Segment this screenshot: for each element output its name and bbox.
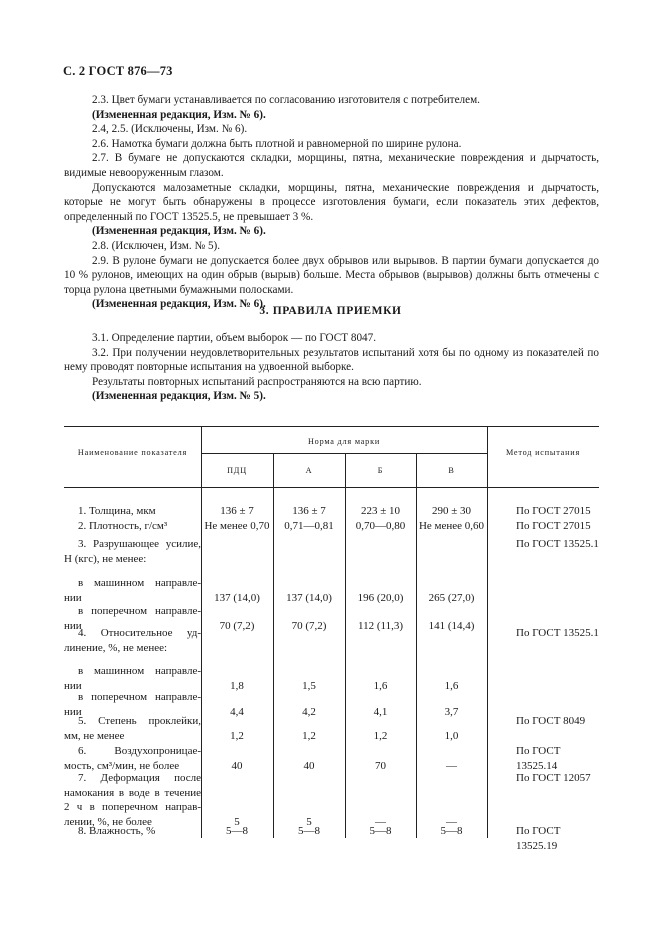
- row-value-mark-pdc: 1,2: [230, 729, 244, 742]
- row-value-mark-b: 5—8: [369, 825, 392, 837]
- header-bottom-rule: [64, 487, 599, 488]
- header-mark-b: Б: [377, 466, 384, 475]
- paragraph-2-3: 2.3. Цвет бумаги устанавливается по согласованию изготовителя с потребителем.: [92, 94, 480, 106]
- paragraph-3-1: 3.1. Определение партии, объем выборок — по ГОСТ 8047.: [92, 332, 377, 344]
- row-value-mark-b: 70: [375, 759, 386, 772]
- row-value-mark-v: 290 ± 30: [431, 505, 472, 517]
- row-value-mark-pdc: 40: [231, 759, 243, 772]
- indicator-line: нии: [64, 679, 82, 692]
- row-value-mark-v: 141 (14,4): [428, 619, 475, 632]
- paragraph-2-7-cont: Допускаются малозаметные складки, морщины, пятна, механические повреждения и дырчатость, которые не могут быть обнаружены в процессе изготовления бумаги, если показатель этих дефектов, определенный по ГОСТ 13525.5, не превышает 3 %.: [64, 181, 599, 223]
- row-method: По ГОСТ 12057: [516, 772, 591, 784]
- amendment-note: (Измененная редакция, Изм. № 6).: [92, 108, 266, 121]
- row-indicator-name: [64, 744, 201, 773]
- header-mark-a: А: [305, 466, 313, 475]
- row-value-mark-pdc: 4,4: [230, 705, 244, 718]
- row-value-mark-pdc: 5: [234, 815, 240, 828]
- row-method: По ГОСТ 13525.1: [516, 627, 599, 639]
- indicator-line: 8. Влажность, %: [78, 825, 156, 837]
- section-3-title: 3. ПРАВИЛА ПРИЕМКИ: [259, 305, 402, 317]
- indicator-line: 2. Плотность, г/см³: [78, 520, 168, 532]
- row-indicator-name: [64, 771, 201, 829]
- row-value-mark-v: 265 (27,0): [428, 591, 475, 604]
- indicator-line: 4. Относительное уд-: [78, 627, 201, 639]
- table-top-rule: [64, 426, 599, 427]
- row-value-mark-a: 0,71—0,81: [284, 520, 334, 532]
- row-method: По ГОСТ 8049: [516, 715, 586, 727]
- row-indicator-name: [64, 537, 201, 566]
- row-value-mark-b: 4,1: [373, 705, 388, 718]
- row-method: По ГОСТ 13525.1: [516, 538, 599, 550]
- paragraph-2-9: 2.9. В рулоне бумаги не допускается более двух обрывов или вырывов. В партии бумаги допускается до 10 % рулонов, имеющих на один обрыв (вырыв) больше. Места обрывов (вырывов) должны быть отмечены с торца рулона цветными бумажными полосками.: [64, 254, 599, 296]
- row-value-mark-v: 5—8: [440, 825, 463, 837]
- indicator-line: 7. Деформация после: [78, 772, 201, 784]
- row-value-mark-pdc: 137 (14,0): [214, 591, 260, 604]
- row-value-mark-b: 223 ± 10: [360, 505, 401, 517]
- paragraph-2-6: 2.6. Намотка бумаги должна быть плотной и равномерной по ширине рулона.: [92, 137, 462, 150]
- indicator-line: нии: [64, 619, 82, 632]
- indicator-line: мость, см³/мин, не более: [64, 759, 180, 772]
- paragraph-3-2-cont: Результаты повторных испытаний распространяются на всю партию.: [92, 375, 422, 388]
- header-inner-rule: [201, 453, 487, 454]
- row-value-mark-b: 1,2: [373, 729, 388, 742]
- paragraph-2-4-2-5: 2.4, 2.5. (Исключены, Изм. № 6).: [92, 123, 248, 136]
- properties-table: [64, 426, 599, 852]
- indicator-line: в поперечном направле-: [78, 691, 201, 703]
- row-method: По ГОСТ 13525.14: [516, 745, 561, 772]
- row-value-mark-v: 1,6: [444, 679, 459, 692]
- indicator-line: 6. Воздухопроницае-: [78, 745, 201, 757]
- row-indicator-name: [64, 576, 201, 605]
- indicator-line: в машинном направле-: [78, 577, 201, 589]
- amendment-note: (Измененная редакция, Изм. № 6).: [92, 298, 266, 311]
- row-indicator-name: [64, 504, 201, 519]
- row-value-mark-pdc: 5—8: [226, 825, 248, 837]
- row-value-mark-pdc: 136 ± 7: [220, 505, 254, 517]
- indicator-line: нии: [64, 705, 82, 718]
- page-header: С. 2 ГОСТ 876—73: [63, 64, 173, 78]
- row-value-mark-a: 5—8: [298, 825, 320, 837]
- row-value-mark-pdc: 1,8: [230, 679, 244, 692]
- indicator-line: мм, не менее: [64, 729, 125, 742]
- indicator-line: в машинном направле-: [78, 665, 201, 677]
- indicator-line: 1. Толщина, мкм: [78, 505, 156, 517]
- row-method: По ГОСТ 27015: [516, 505, 591, 517]
- paragraph-3-2: 3.2. При получении неудовлетворительных результатов испытаний хотя бы по одному из показателей по нему проводят повторные испытания на удвоенной выборке.: [64, 346, 599, 374]
- row-value-mark-a: 137 (14,0): [286, 591, 332, 604]
- header-method: Метод испытания: [505, 448, 581, 457]
- indicator-line: нии: [64, 591, 82, 604]
- section-3-text: [64, 331, 599, 404]
- row-value-mark-a: 4,2: [302, 705, 316, 718]
- indicator-line: 3. Разрушающее усилие,: [78, 538, 201, 550]
- row-value-mark-a: 40: [303, 759, 315, 772]
- paragraph-2-7: 2.7. В бумаге не допускаются складки, морщины, пятна, механические повреждения и дырчатость, видимые невооруженным глазом.: [64, 152, 599, 179]
- row-value-mark-b: 112 (11,3): [357, 619, 403, 632]
- amendment-note: (Измененная редакция, Изм. № 5).: [92, 390, 266, 403]
- row-value-mark-a: 136 ± 7: [292, 505, 326, 517]
- indicator-line: 5. Степень проклейки,: [78, 715, 201, 727]
- row-value-mark-pdc: 70 (7,2): [219, 619, 255, 632]
- row-value-mark-b: 196 (20,0): [357, 591, 404, 604]
- amendment-note: (Измененная редакция, Изм. № 6).: [92, 225, 266, 238]
- row-value-mark-b: 0,70—0,80: [355, 520, 406, 532]
- header-indicator-name: Наименование показателя: [77, 448, 188, 457]
- header-mark-pdc: ПДЦ: [227, 466, 247, 475]
- row-indicator-name: [64, 626, 201, 655]
- row-value-mark-a: 1,2: [302, 729, 316, 742]
- row-indicator-name: [64, 824, 201, 839]
- row-value-mark-v: Не менее 0,60: [418, 520, 485, 532]
- row-value-mark-pdc: Не менее 0,70: [204, 520, 270, 532]
- row-value-mark-b: 1,6: [373, 679, 388, 692]
- row-value-mark-a: 70 (7,2): [291, 619, 327, 632]
- section-2-text: [64, 93, 599, 312]
- row-value-mark-v: —: [446, 815, 457, 828]
- indicator-line: лении, %, не более: [64, 815, 152, 828]
- row-indicator-name: [64, 519, 201, 534]
- indicator-line: Н (кгс), не менее:: [64, 552, 147, 565]
- header-norm: Норма для марки: [307, 437, 381, 446]
- row-value-mark-v: —: [446, 759, 457, 772]
- paragraph-2-8: 2.8. (Исключен, Изм. № 5).: [92, 239, 221, 252]
- row-value-mark-a: 5: [306, 815, 312, 828]
- indicator-line: 2 ч в поперечном направ-: [64, 801, 201, 813]
- row-method: По ГОСТ 13525.19: [516, 825, 561, 852]
- indicator-line: намокания в воде в течение: [64, 786, 201, 799]
- col-divider: [487, 426, 488, 838]
- header-mark-v: В: [448, 466, 455, 475]
- row-value-mark-v: 3,7: [444, 705, 459, 718]
- row-value-mark-a: 1,5: [302, 679, 316, 692]
- row-value-mark-b: —: [375, 815, 386, 828]
- row-method: По ГОСТ 27015: [516, 520, 591, 532]
- row-indicator-name: [64, 714, 201, 743]
- row-value-mark-v: 1,0: [444, 729, 459, 742]
- indicator-line: линение, %, не менее:: [64, 641, 168, 654]
- indicator-line: в поперечном направле-: [78, 605, 201, 617]
- row-indicator-name: [64, 664, 201, 693]
